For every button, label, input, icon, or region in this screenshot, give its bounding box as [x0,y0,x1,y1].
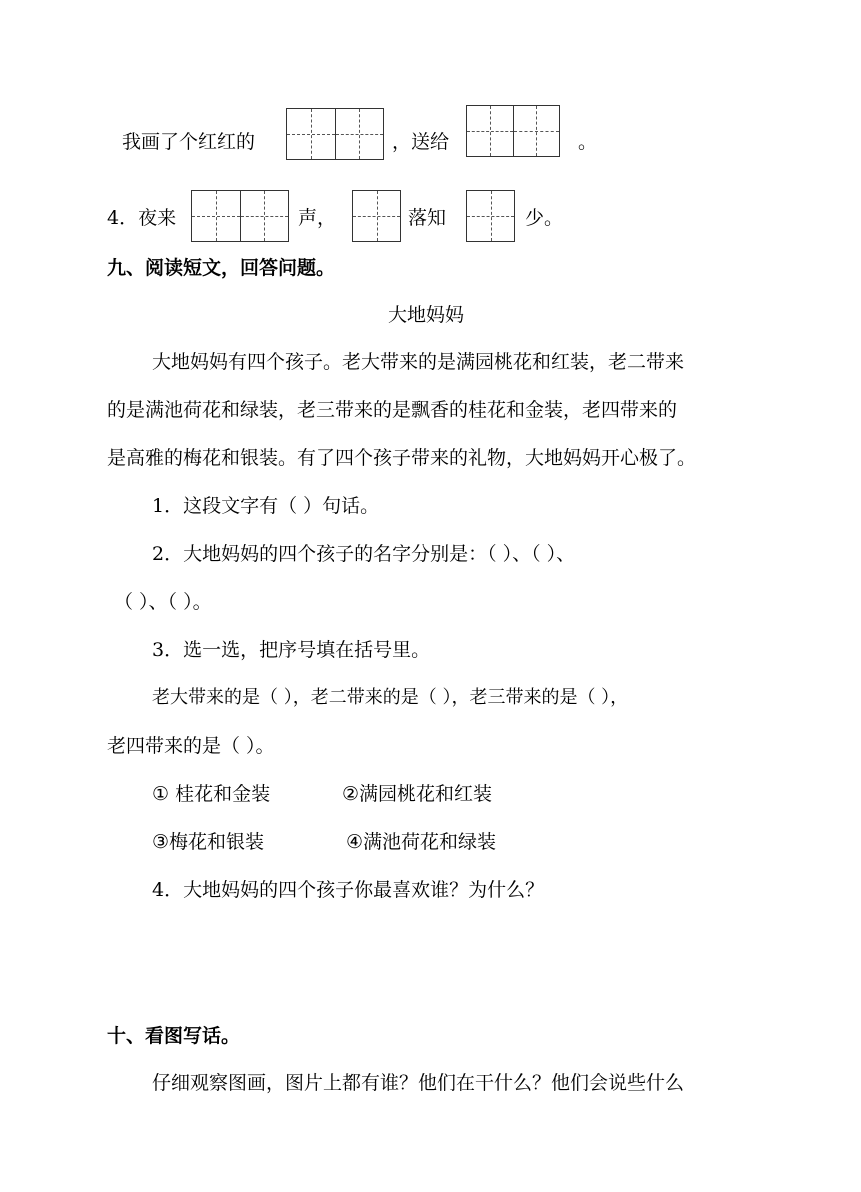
writing-grid[interactable] [466,190,515,242]
option-3: ③梅花和银装 [152,831,265,853]
question-3-line-2: 老四带来的是（ ）。 [107,735,275,757]
passage-line-3: 是高雅的梅花和银装。有了四个孩子带来的礼物，大地妈妈开心极了。 [107,447,697,469]
grid-cell [467,191,514,241]
fill-line-4-part3: 落知 [408,207,447,229]
question-2-line-2: （ ）、（ ）。 [114,591,212,613]
option-2: ②满园桃花和红装 [342,783,493,805]
option-4: ④满池荷花和绿装 [346,831,497,853]
writing-grid[interactable] [352,190,401,242]
passage-line-1: 大地妈妈有四个孩子。老大带来的是满园桃花和红装，老二带来 [152,351,685,373]
question-1: 1．这段文字有（ ）句话。 [152,495,380,517]
writing-grid[interactable] [191,190,289,242]
grid-cell [192,191,241,241]
grid-cell [353,191,400,241]
question-3-line-1: 老大带来的是（ ），老二带来的是（ ），老三带来的是（ ）， [152,687,629,708]
passage-title: 大地妈妈 [388,304,465,326]
writing-grid[interactable] [466,105,560,157]
section-10-heading: 十、看图写话。 [107,1025,241,1047]
section-9-heading: 九、阅读短文，回答问题。 [107,257,336,279]
grid-cell [467,106,514,156]
fill-line-3-part1: 我画了个红红的 [122,131,256,153]
fill-line-4-part4: 少。 [525,207,564,229]
option-1: ① 桂花和金装 [152,783,271,805]
question-2-line-1: 2．大地妈妈的四个孩子的名字分别是：（ ）、（ ）、 [152,543,576,565]
fill-line-3-part2: ，送给 [392,131,450,153]
section-10-prompt: 仔细观察图画，图片上都有谁？他们在干什么？他们会说些什么 [152,1072,685,1094]
grid-cell [241,191,289,241]
question-3: 3．选一选，把序号填在括号里。 [152,639,431,661]
grid-cell [287,109,336,159]
writing-grid[interactable] [286,108,384,160]
grid-cell [336,109,384,159]
fill-line-3-part3: 。 [578,131,598,153]
grid-cell [514,106,560,156]
passage-line-2: 的是满池荷花和绿装，老三带来的是飘香的桂花和金装，老四带来的 [107,399,678,421]
question-4: 4．大地妈妈的四个孩子你最喜欢谁？为什么？ [152,879,545,901]
fill-line-4-num: 4．夜来 [107,207,177,229]
fill-line-4-part2: 声， [298,207,337,229]
